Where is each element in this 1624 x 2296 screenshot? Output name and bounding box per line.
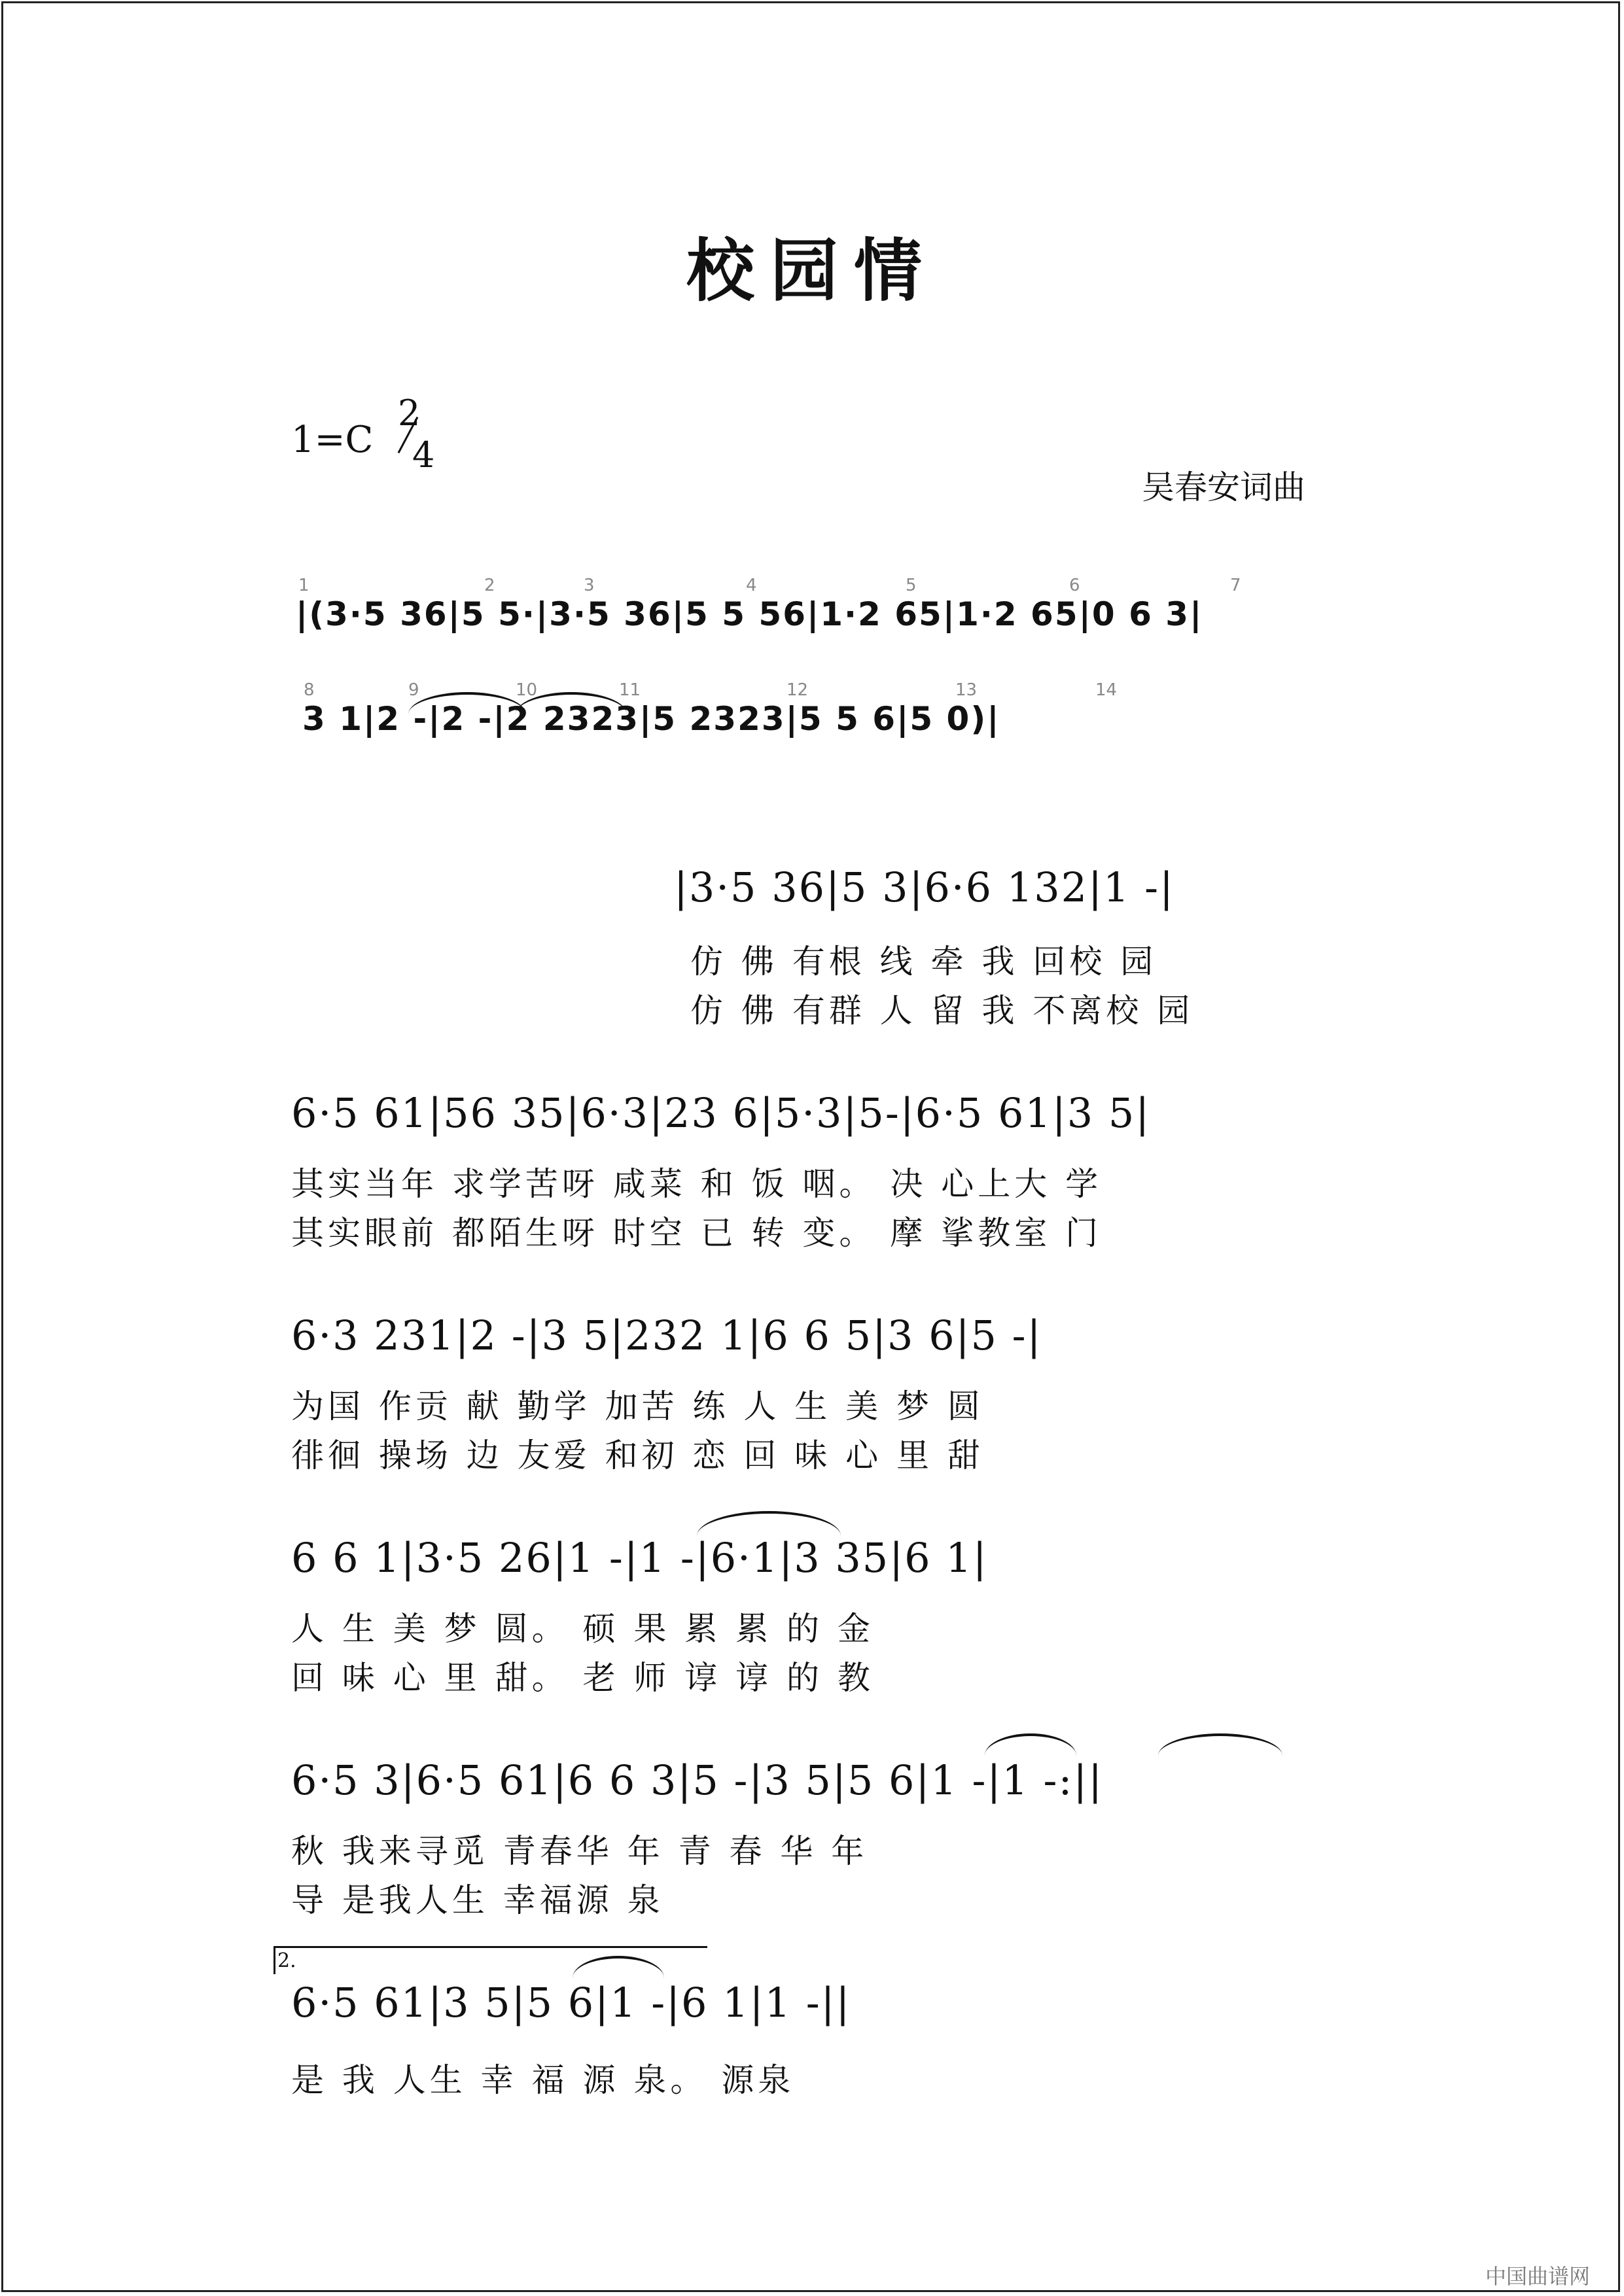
measure-number: 10: [516, 680, 538, 700]
time-signature: [398, 392, 434, 476]
measure-number: 4: [746, 576, 757, 595]
key-signature: 1=C: [291, 419, 374, 461]
staff-line-3: 6·3 231|2 -|3 5|232 1|6 6 5|3 6|5 -|: [291, 1312, 1042, 1359]
measure-number: 6: [1069, 576, 1080, 595]
lyric-verse-1: 人 生 美 梦 圆。 硕 果 累 累 的 金: [291, 1610, 874, 1648]
lyric-verse-1: 为国 作贡 献 勤学 加苦 练 人 生 美 梦 圆: [291, 1387, 984, 1425]
staff-line-4: 6 6 1|3·5 26|1 -|1 -|6·1|3 35|6 1|: [291, 1534, 988, 1582]
page-title: 校园情: [686, 231, 938, 311]
lyric-verse-1: 仿 佛 有根 线 牵 我 回校 园: [690, 943, 1157, 981]
measure-number: 11: [619, 680, 641, 700]
measure-number: 1: [298, 576, 309, 595]
intro-line-1: |(3·5 36|5 5·|3·5 36|5 5 56|1·2 65|1·2 65|0 6 3|: [296, 595, 1203, 633]
author-credit: 吴春安词曲: [1142, 468, 1305, 506]
measure-number: 13: [955, 680, 978, 700]
site-watermark: 中国曲谱网: [1485, 2264, 1591, 2289]
lyric-verse-1: 其实当年 求学苦呀 咸菜 和 饭 咽。 决 心上大 学: [291, 1165, 1103, 1203]
page-border: [1, 1, 1620, 2292]
measure-number: 2: [484, 576, 495, 595]
staff-line-6: 6·5 61|3 5|5 6|1 -|6 1|1 -||: [291, 1979, 851, 2026]
lyric-verse-2: 导 是我人生 幸福源 泉: [291, 1881, 664, 1919]
lyric-verse-2: 其实眼前 都陌生呀 时空 已 转 变。 摩 挲教室 门: [291, 1214, 1103, 1252]
lyric-verse-1: 秋 我来寻觅 青春华 年 青 春 华 年: [291, 1832, 868, 1870]
time-signature-bottom: 4: [412, 434, 435, 476]
measure-number: 9: [408, 680, 419, 700]
measure-number: 14: [1095, 680, 1118, 700]
staff-line-1: |3·5 36|5 3|6·6 132|1 -|: [674, 863, 1174, 911]
intro-line-2: 3 1|2 -|2 -|2 2323|5 2323|5 5 6|5 0)|: [302, 700, 1000, 738]
time-signature-top: 2: [398, 392, 421, 434]
measure-number: 7: [1230, 576, 1241, 595]
lyric-verse-2: 仿 佛 有群 人 留 我 不离校 园: [690, 992, 1194, 1030]
lyric-verse-1: 是 我 人生 幸 福 源 泉。 源泉: [291, 2061, 795, 2099]
staff-line-5: 6·5 3|6·5 61|6 6 3|5 -|3 5|5 6|1 -|1 -:||: [291, 1756, 1104, 1804]
lyric-verse-2: 回 味 心 里 甜。 老 师 谆 谆 的 教: [291, 1659, 874, 1697]
measure-number: 5: [906, 576, 917, 595]
lyric-verse-2: 徘徊 操场 边 友爱 和初 恋 回 味 心 里 甜: [291, 1436, 984, 1474]
measure-number: 12: [786, 680, 809, 700]
second-ending-label: 2.: [277, 1949, 296, 1972]
measure-number: 3: [584, 576, 595, 595]
measure-number: 8: [304, 680, 315, 700]
staff-line-2: 6·5 61|56 35|6·3|23 6|5·3|5-|6·5 61|3 5|: [291, 1089, 1151, 1137]
